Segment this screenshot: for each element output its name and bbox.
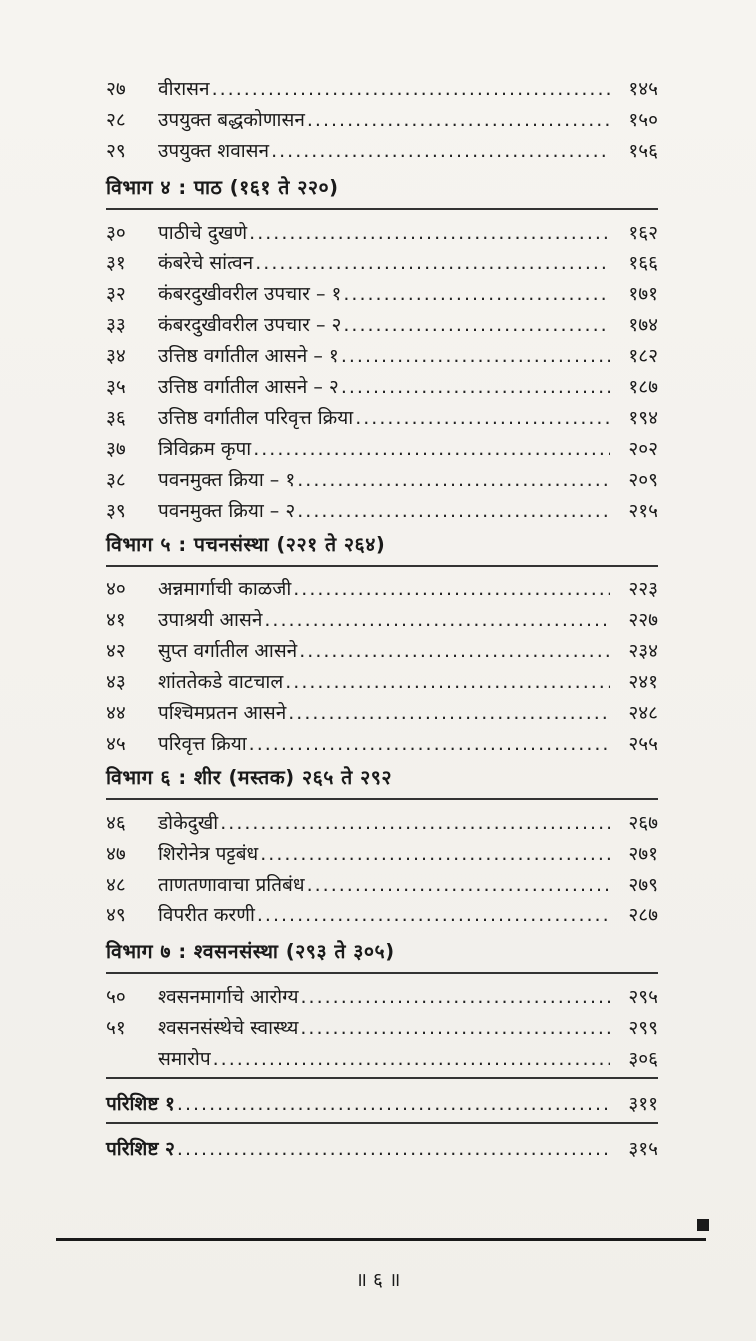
- entry-number: ३९: [106, 499, 126, 522]
- entry-title: कंबरदुखीवरील उपचार – २: [158, 314, 342, 337]
- entry-page: २१५: [628, 499, 658, 522]
- entry-page: २०९: [628, 468, 658, 491]
- toc-top-group: [106, 70, 658, 163]
- toc-entry: [106, 663, 658, 694]
- entry-title: उपयुक्त बद्धकोणासन: [158, 108, 305, 131]
- appendix-page: ३११: [628, 1093, 658, 1116]
- toc-entry: [106, 601, 658, 632]
- section-heading-7: विभाग ७ : श्वसनसंस्था (२९३ ते ३०५): [106, 940, 395, 964]
- toc-entry: [106, 70, 658, 101]
- entry-page: २२३: [628, 578, 658, 601]
- entry-number: ३८: [106, 468, 126, 491]
- entry-page: २०२: [628, 437, 658, 460]
- entry-page: १७४: [628, 314, 658, 337]
- entry-title: डोकेदुखी: [158, 811, 219, 834]
- entry-page: १९४: [628, 406, 658, 429]
- toc-entry: [106, 492, 658, 523]
- entry-number: ४८: [106, 873, 126, 896]
- entry-title: उपाश्रयी आसने: [158, 609, 263, 632]
- entry-number: २८: [106, 108, 126, 131]
- leader-dots: [343, 282, 610, 306]
- leader-dots: [249, 732, 610, 756]
- leader-dots: [301, 985, 610, 1009]
- leader-dots: [355, 406, 610, 430]
- footer-rule: [56, 1238, 706, 1241]
- leader-dots: [285, 670, 610, 694]
- entry-number: २९: [106, 139, 126, 162]
- leader-dots: [307, 108, 610, 132]
- entry-number: ४५: [106, 732, 126, 755]
- entry-page: २४८: [628, 702, 658, 725]
- entry-title: उत्तिष्ठ वर्गातील आसने – १: [158, 345, 339, 368]
- leader-dots: [341, 375, 610, 399]
- toc-entry: [106, 571, 658, 602]
- toc-entry: [106, 337, 658, 368]
- entry-title: अन्नमार्गाची काळजी: [158, 578, 292, 601]
- entry-title: वीरासन: [158, 77, 210, 100]
- entry-page: २७१: [628, 842, 658, 865]
- leader-dots: [307, 873, 610, 897]
- entry-page: १५०: [628, 108, 658, 131]
- leader-dots: [299, 639, 610, 663]
- toc-entry: [106, 978, 658, 1009]
- entry-page: २६७: [628, 811, 658, 834]
- entry-page: २९९: [628, 1017, 658, 1040]
- leader-dots: [212, 77, 610, 101]
- entry-page: २८७: [628, 904, 658, 927]
- entry-page: १६६: [628, 252, 658, 275]
- entry-title: पाठीचे दुखणे: [158, 221, 248, 244]
- entry-page: १८७: [628, 376, 658, 399]
- entry-title: पवनमुक्त क्रिया – २: [158, 499, 296, 522]
- section-heading-6: विभाग ६ : शीर (मस्तक) २६५ ते २९२: [106, 765, 392, 789]
- entry-number: ३७: [106, 437, 126, 460]
- entry-title: उपयुक्त शवासन: [158, 139, 270, 162]
- entry-title: विपरीत करणी: [158, 904, 255, 927]
- entry-number: ३३: [106, 314, 126, 337]
- appendix-title: परिशिष्ट २: [106, 1138, 175, 1161]
- leader-dots: [249, 221, 610, 245]
- entry-page: २५५: [628, 732, 658, 755]
- entry-number: ४१: [106, 609, 126, 632]
- entry-number: ३१: [106, 252, 126, 275]
- entry-number: २७: [106, 77, 126, 100]
- toc-entry: [106, 245, 658, 276]
- section-heading-5: विभाग ५ : पचनसंस्था (२२१ ते २६४): [106, 532, 386, 556]
- leader-dots: [255, 251, 610, 275]
- toc-entry: [106, 632, 658, 663]
- section-heading-4: विभाग ४ : पाठ (१६१ ते २२०): [106, 175, 339, 199]
- entry-title: कंबरदुखीवरील उपचार – १: [158, 283, 342, 306]
- toc-entry: [106, 866, 658, 897]
- section-divider: [106, 1077, 658, 1079]
- appendix-entry: [106, 1083, 658, 1116]
- section-divider: [106, 798, 658, 800]
- entry-number: ५१: [106, 1017, 126, 1040]
- entry-page: २२७: [628, 609, 658, 632]
- entry-number: ३६: [106, 406, 126, 429]
- toc-entry: [106, 214, 658, 245]
- toc-entry: [106, 1009, 658, 1040]
- table-of-contents: [106, 70, 658, 1161]
- entry-page: १७१: [628, 283, 658, 306]
- entry-title: समारोप: [158, 1048, 211, 1071]
- toc-entry: [106, 132, 658, 163]
- entry-page: १६२: [628, 221, 658, 244]
- appendix-entry: [106, 1128, 658, 1161]
- entry-title: शांततेकडे वाटचाल: [158, 671, 284, 694]
- leader-dots: [253, 437, 610, 461]
- entry-number: ४७: [106, 842, 126, 865]
- leader-dots: [264, 608, 610, 632]
- entry-page: २४१: [628, 671, 658, 694]
- entry-title: श्वसनसंस्थेचे स्वास्थ्य: [158, 1017, 299, 1040]
- leader-dots: [220, 811, 610, 835]
- toc-entry: [106, 306, 658, 337]
- leader-dots: [260, 842, 610, 866]
- entry-number: ३०: [106, 221, 126, 244]
- entry-title: सुप्त वर्गातील आसने: [158, 640, 298, 663]
- end-square-mark: [697, 1219, 709, 1231]
- toc-entry: [106, 1040, 658, 1071]
- entry-title: उत्तिष्ठ वर्गातील आसने – २: [158, 376, 339, 399]
- entry-number: ३२: [106, 283, 126, 306]
- entry-number: ५०: [106, 986, 126, 1009]
- toc-entry: [106, 694, 658, 725]
- entry-number: ४९: [106, 904, 126, 927]
- entry-title: शिरोनेत्र पट्टबंध: [158, 842, 259, 865]
- entry-title: परिवृत्त क्रिया: [158, 732, 247, 755]
- section-divider: [106, 1122, 658, 1124]
- toc-entry: [106, 101, 658, 132]
- entry-page: ३०६: [628, 1048, 658, 1071]
- entry-title: ताणतणावाचा प्रतिबंध: [158, 873, 305, 896]
- entry-title: त्रिविक्रम कृपा: [158, 437, 252, 460]
- entry-number: ४०: [106, 578, 126, 601]
- toc-entry: [106, 835, 658, 866]
- entry-title: कंबरेचे सांत्वन: [158, 252, 254, 275]
- leader-dots: [177, 1137, 610, 1161]
- entry-number: ४४: [106, 702, 126, 725]
- toc-entry: [106, 399, 658, 430]
- toc-entry: [106, 897, 658, 928]
- entry-number: ४६: [106, 811, 126, 834]
- section-divider: [106, 208, 658, 210]
- leader-dots: [271, 139, 610, 163]
- toc-entry: [106, 725, 658, 756]
- leader-dots: [177, 1092, 610, 1116]
- entry-page: १४५: [628, 77, 658, 100]
- section-divider: [106, 972, 658, 974]
- entry-number: ४३: [106, 671, 126, 694]
- leader-dots: [343, 313, 610, 337]
- leader-dots: [288, 701, 610, 725]
- appendix-title: परिशिष्ट १: [106, 1093, 175, 1116]
- leader-dots: [293, 577, 610, 601]
- entry-page: २३४: [628, 640, 658, 663]
- appendix-page: ३१५: [628, 1138, 658, 1161]
- page-number: ॥ ६ ॥: [355, 1269, 401, 1291]
- entry-title: पश्चिमप्रतन आसने: [158, 702, 287, 725]
- leader-dots: [213, 1047, 610, 1071]
- leader-dots: [297, 499, 610, 523]
- entry-title: पवनमुक्त क्रिया – १: [158, 468, 296, 491]
- entry-page: २९५: [628, 986, 658, 1009]
- leader-dots: [300, 1016, 610, 1040]
- entry-number: ४२: [106, 640, 126, 663]
- entry-title: श्वसनमार्गाचे आरोग्य: [158, 986, 299, 1009]
- toc-entry: [106, 804, 658, 835]
- leader-dots: [341, 344, 610, 368]
- entry-page: १५६: [628, 139, 658, 162]
- entry-number: ३४: [106, 345, 126, 368]
- entry-title: उत्तिष्ठ वर्गातील परिवृत्त क्रिया: [158, 406, 354, 429]
- section-divider: [106, 565, 658, 567]
- entry-page: १८२: [628, 345, 658, 368]
- toc-entry: [106, 275, 658, 306]
- entry-page: २७९: [628, 873, 658, 896]
- toc-entry: [106, 430, 658, 461]
- toc-entry: [106, 461, 658, 492]
- leader-dots: [297, 468, 610, 492]
- toc-entry: [106, 368, 658, 399]
- entry-number: ३५: [106, 376, 126, 399]
- leader-dots: [257, 903, 610, 927]
